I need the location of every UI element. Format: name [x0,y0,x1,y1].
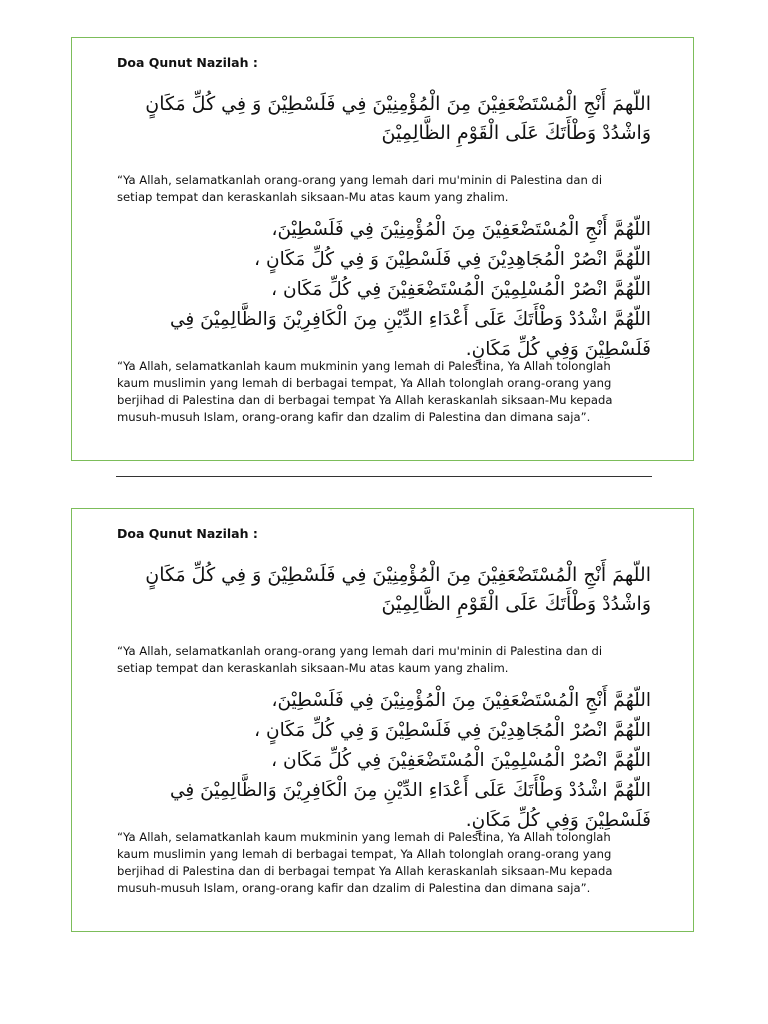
cut-divider-line [116,476,652,477]
arabic-verse-short [145,90,651,148]
arabic-line: اللّهُمَّ انْصُرْ الْمُسْلِمِيْنَ الْمُسْتَضْعَفِيْنَ فِي كُلِّ مَكَان ، [271,750,651,771]
arabic-line: اللّهُمَّ انْصُرْ الْمُجَاهِدِيْنَ فِي فَلَسْطِيْنَ وَ فِي كُلِّ مَكَانٍ ، [254,249,651,270]
arabic-line: اللّهُمَّ انْصُرْ الْمُجَاهِدِيْنَ فِي فَلَسْطِيْنَ وَ فِي كُلِّ مَكَانٍ ، [254,720,651,741]
translation-line: “Ya Allah, selamatkanlah kaum mukminin yang lemah di Palestina, Ya Allah tolonglah [117,359,611,373]
card-title: Doa Qunut Nazilah : [117,55,258,70]
arabic-line: اللّهُمَّ انْصُرْ الْمُسْلِمِيْنَ الْمُسْتَضْعَفِيْنَ فِي كُلِّ مَكَان ، [271,279,651,300]
translation-line: berjihad di Palestina dan di berbagai tempat Ya Allah keraskanlah siksaan-Mu kepada [117,393,613,407]
arabic-line: وَاشْدُدْ وَطْأَتَكَ عَلَى الْقَوْمِ الظَّالِمِيْنَ [381,593,651,615]
arabic-line: اللّهُمَّ أَنْجِ الْمُسْتَضْعَفِيْنَ مِنَ الْمُؤْمِنِيْنَ فِي فَلَسْطِيْنَ، [271,219,651,240]
translation-line: kaum muslimin yang lemah di berbagai tempat, Ya Allah tolonglah orang-orang yang [117,847,612,861]
arabic-line: اللّهُمَّ أَنْجِ الْمُسْتَضْعَفِيْنَ مِنَ الْمُؤْمِنِيْنَ فِي فَلَسْطِيْنَ، [271,690,651,711]
prayer-card-2 [71,508,694,932]
translation-short [117,172,602,206]
arabic-line: اللّهُمَّ اشْدُدْ وَطْأَتَكَ عَلَى أَعْدَاءِ الدِّيْنِ مِنَ الْكَافِرِيْنَ وَالظَّالِمِيْنَ فِي [169,780,651,801]
translation-line: berjihad di Palestina dan di berbagai tempat Ya Allah keraskanlah siksaan-Mu kepada [117,864,613,878]
translation-line: “Ya Allah, selamatkanlah orang-orang yang lemah dari mu'minin di Palestina dan di [117,644,603,658]
arabic-line: فَلَسْطِيْنَ وَفِي كُلِّ مَكَانٍ. [465,339,651,360]
translation-line: musuh-musuh Islam, orang-orang kafir dan dzalim di Palestina dan dimana saja”. [117,881,591,895]
card-title: Doa Qunut Nazilah : [117,526,258,541]
translation-line: musuh-musuh Islam, orang-orang kafir dan dzalim di Palestina dan dimana saja”. [117,410,591,424]
translation-line: “Ya Allah, selamatkanlah orang-orang yang lemah dari mu'minin di Palestina dan di [117,173,603,187]
arabic-line: اللّهمَ أَنْجِ الْمُسْتَضْعَفِيْنَ مِنَ الْمُؤْمِنِيْنَ فِي فَلَسْطِيْنَ وَ فِي كُلِّ مَكَانٍ [145,93,651,115]
translation-line: “Ya Allah, selamatkanlah kaum mukminin yang lemah di Palestina, Ya Allah tolonglah [117,830,611,844]
translation-long [117,829,612,897]
arabic-line: فَلَسْطِيْنَ وَفِي كُلِّ مَكَانٍ. [465,810,651,831]
arabic-line: وَاشْدُدْ وَطْأَتَكَ عَلَى الْقَوْمِ الظَّالِمِيْنَ [381,122,651,144]
arabic-verse-short [145,561,651,619]
translation-line: kaum muslimin yang lemah di berbagai tempat, Ya Allah tolonglah orang-orang yang [117,376,612,390]
arabic-line: اللّهُمَّ اشْدُدْ وَطْأَتَكَ عَلَى أَعْدَاءِ الدِّيْنِ مِنَ الْكَافِرِيْنَ وَالظَّالِمِيْنَ فِي [169,309,651,330]
arabic-line: اللّهمَ أَنْجِ الْمُسْتَضْعَفِيْنَ مِنَ الْمُؤْمِنِيْنَ فِي فَلَسْطِيْنَ وَ فِي كُلِّ مَكَانٍ [145,564,651,586]
arabic-verse-long [170,686,651,836]
translation-short [117,643,602,677]
prayer-card-1 [71,37,694,461]
arabic-verse-long [170,215,651,365]
translation-long [117,358,612,426]
translation-line: setiap tempat dan keraskanlah siksaan-Mu atas kaum yang zhalim. [117,190,509,204]
translation-line: setiap tempat dan keraskanlah siksaan-Mu atas kaum yang zhalim. [117,661,509,675]
